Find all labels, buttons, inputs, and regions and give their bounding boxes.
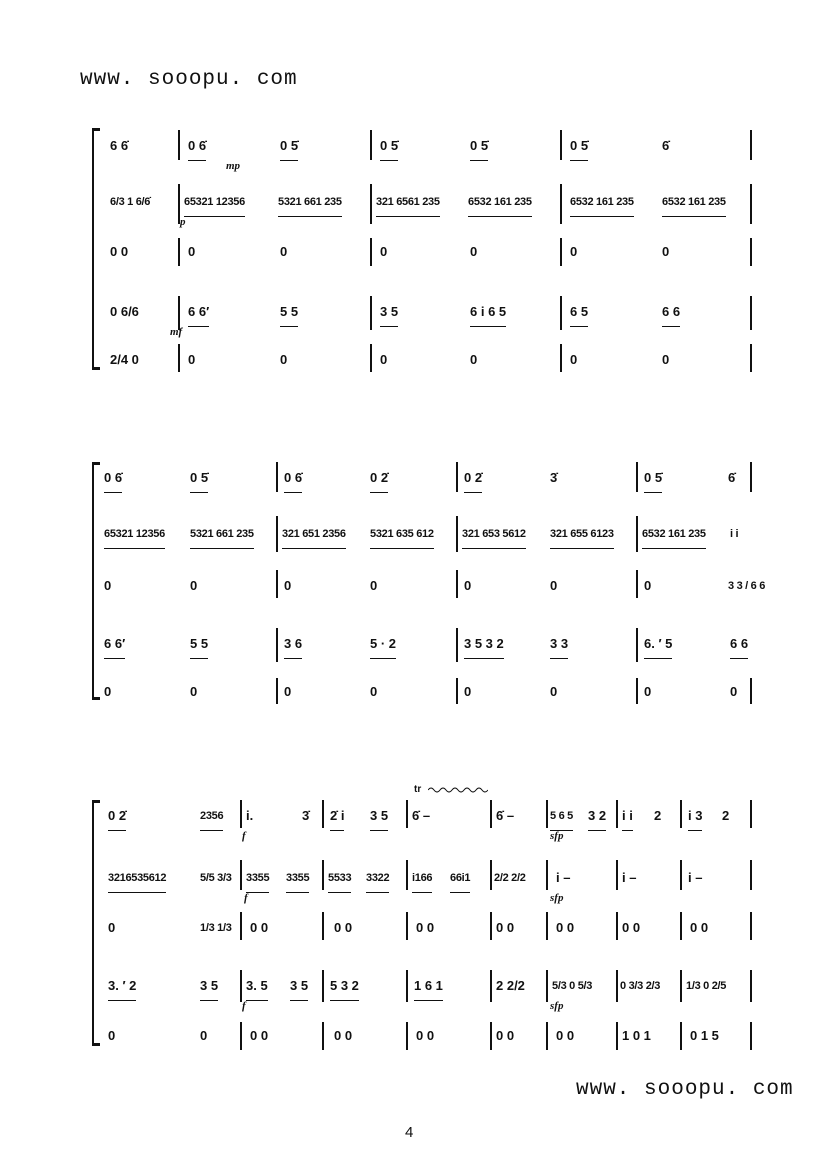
note-group: 3 5 3 2 bbox=[464, 630, 504, 659]
note-group: 3̇ bbox=[550, 470, 558, 485]
note-group: 3. 5 bbox=[246, 972, 268, 1001]
barline bbox=[456, 516, 458, 552]
note-group: 0 6̇ bbox=[104, 464, 122, 493]
note-group: 1 6 1 bbox=[414, 972, 443, 1001]
barline bbox=[616, 912, 618, 940]
bracket-top bbox=[92, 128, 100, 131]
barline bbox=[178, 296, 180, 330]
bracket-bottom bbox=[92, 697, 100, 700]
note-group: 0 bbox=[280, 352, 288, 367]
barline bbox=[636, 628, 638, 662]
barline bbox=[750, 860, 752, 890]
note-group: 321 6561 235 bbox=[376, 188, 440, 217]
note-group: 3355 bbox=[286, 864, 309, 893]
note-group: 0 5̇ bbox=[644, 464, 662, 493]
note-group: 0 0 bbox=[416, 1028, 435, 1043]
note-group: 0 bbox=[550, 684, 558, 699]
barline bbox=[546, 912, 548, 940]
note-group: 0 0 bbox=[334, 1028, 353, 1043]
barline bbox=[560, 296, 562, 330]
barline bbox=[750, 344, 752, 372]
note-group: 2̇ i bbox=[330, 802, 344, 831]
note-group: 0 bbox=[190, 578, 198, 593]
barline bbox=[560, 344, 562, 372]
note-group: 0 0 bbox=[334, 920, 353, 935]
note-group: 5 · 2 bbox=[370, 630, 396, 659]
note-group: i. bbox=[246, 808, 254, 823]
barline bbox=[546, 1022, 548, 1050]
note-group: 6 6 bbox=[730, 630, 748, 659]
note-group: 0 0 bbox=[110, 244, 129, 259]
dynamic-mark: sfp bbox=[550, 1000, 564, 1012]
barline bbox=[322, 860, 324, 890]
barline bbox=[750, 912, 752, 940]
note-group: 0 3/3 2/3 bbox=[620, 980, 661, 992]
note-group: 0 bbox=[644, 578, 652, 593]
note-group: 3355 bbox=[246, 864, 269, 893]
note-group: 1/3 1/3 bbox=[200, 922, 232, 934]
header-watermark: www. sooopu. com bbox=[80, 68, 298, 91]
barline bbox=[370, 296, 372, 330]
note-group: 3 3 / 6 6 bbox=[728, 580, 766, 592]
note-group: 6532 161 235 bbox=[468, 188, 532, 217]
note-group: 321 655 6123 bbox=[550, 520, 614, 549]
note-group: 6532 161 235 bbox=[570, 188, 634, 217]
barline bbox=[636, 516, 638, 552]
note-group: 6532 161 235 bbox=[662, 188, 726, 217]
note-group: 6̇ bbox=[728, 470, 736, 485]
note-group: 5/5 3/3 bbox=[200, 872, 232, 884]
note-group: 2356 bbox=[200, 802, 223, 831]
barline bbox=[636, 462, 638, 492]
note-group: 0 bbox=[464, 578, 472, 593]
note-group: 0 0 bbox=[496, 1028, 515, 1043]
note-group: 0 5̇ bbox=[280, 132, 298, 161]
note-group: 2/4 0 bbox=[110, 352, 139, 367]
barline bbox=[750, 184, 752, 224]
note-group: 0 bbox=[730, 684, 738, 699]
note-group: 0 0 bbox=[622, 920, 641, 935]
barline bbox=[616, 970, 618, 1002]
note-group: 0 bbox=[644, 684, 652, 699]
note-group: 0 bbox=[108, 920, 116, 935]
note-group: 0 bbox=[464, 684, 472, 699]
barline bbox=[370, 184, 372, 224]
note-group: 5/3 0 5/3 bbox=[552, 980, 593, 992]
note-group: 6̇ – bbox=[496, 808, 515, 823]
dynamic-mark: f bbox=[242, 830, 246, 842]
barline bbox=[456, 678, 458, 704]
note-group: 6 6′ bbox=[104, 630, 125, 659]
note-group: 0 bbox=[380, 352, 388, 367]
note-group: 0 0 bbox=[556, 1028, 575, 1043]
footer-watermark: www. sooopu. com bbox=[576, 1078, 794, 1101]
bracket-top bbox=[92, 462, 100, 465]
note-group: 0 bbox=[380, 244, 388, 259]
barline bbox=[680, 800, 682, 828]
barline bbox=[178, 344, 180, 372]
note-group: 3216535612 bbox=[108, 864, 166, 893]
barline bbox=[322, 800, 324, 828]
note-group: 0 bbox=[470, 352, 478, 367]
note-group: 321 653 5612 bbox=[462, 520, 526, 549]
note-group: 0 bbox=[104, 578, 112, 593]
barline bbox=[680, 912, 682, 940]
note-group: 0 bbox=[662, 244, 670, 259]
barline bbox=[276, 570, 278, 598]
barline bbox=[546, 800, 548, 828]
note-group: 0 bbox=[280, 244, 288, 259]
note-group: i – bbox=[622, 870, 637, 885]
note-group: 0 5̇ bbox=[190, 464, 208, 493]
trill-mark: tr bbox=[414, 784, 422, 795]
barline bbox=[370, 238, 372, 266]
barline bbox=[240, 800, 242, 828]
bracket-bottom bbox=[92, 367, 100, 370]
barline bbox=[406, 970, 408, 1002]
note-group: 2 2/2 bbox=[496, 978, 525, 993]
note-group: i 3 bbox=[688, 802, 702, 831]
note-group: 5 3 2 bbox=[330, 972, 359, 1001]
barline bbox=[370, 130, 372, 160]
note-group: 6 6̇ bbox=[110, 138, 129, 153]
note-group: i – bbox=[688, 870, 703, 885]
note-group: 0 bbox=[370, 578, 378, 593]
barline bbox=[750, 800, 752, 828]
note-group: 0 bbox=[662, 352, 670, 367]
barline bbox=[616, 800, 618, 828]
note-group: 2/2 2/2 bbox=[494, 872, 526, 884]
note-group: 6532 161 235 bbox=[642, 520, 706, 549]
note-group: 0 2̇ bbox=[370, 464, 388, 493]
note-group: 5 6 5 bbox=[550, 802, 573, 831]
note-group: 0 bbox=[108, 1028, 116, 1043]
note-group: 0 0 bbox=[690, 920, 709, 935]
note-group: 6 5 bbox=[570, 298, 588, 327]
note-group: 6 i 6 5 bbox=[470, 298, 506, 327]
note-group: 0 bbox=[550, 578, 558, 593]
barline bbox=[276, 516, 278, 552]
note-group: 0 bbox=[200, 1028, 208, 1043]
note-group: 5321 635 612 bbox=[370, 520, 434, 549]
system-bracket bbox=[92, 800, 94, 1046]
note-group: 0 6/6 bbox=[110, 304, 139, 319]
note-group: 6 6′ bbox=[188, 298, 209, 327]
note-group: 3 5 bbox=[380, 298, 398, 327]
note-group: 3 5 bbox=[200, 972, 218, 1001]
note-group: 6/3 1 6/6̇ bbox=[110, 196, 151, 208]
dynamic-mark: mp bbox=[226, 160, 241, 172]
note-group: 3̇ bbox=[302, 808, 310, 823]
barline bbox=[750, 462, 752, 492]
dynamic-mark: f bbox=[244, 892, 248, 904]
note-group: 6 6 bbox=[662, 298, 680, 327]
barline bbox=[546, 970, 548, 1002]
barline bbox=[456, 570, 458, 598]
note-group: 0 bbox=[284, 578, 292, 593]
note-group: 2 bbox=[722, 808, 730, 823]
barline bbox=[750, 130, 752, 160]
barline bbox=[636, 678, 638, 704]
barline bbox=[370, 344, 372, 372]
barline bbox=[240, 1022, 242, 1050]
barline bbox=[750, 238, 752, 266]
dynamic-mark: p bbox=[180, 216, 186, 228]
note-group: 6. ′ 5 bbox=[644, 630, 672, 659]
bracket-bottom bbox=[92, 1043, 100, 1046]
barline bbox=[178, 238, 180, 266]
barline bbox=[322, 912, 324, 940]
barline bbox=[750, 296, 752, 330]
note-group: 0 6̇ bbox=[188, 132, 206, 161]
barline bbox=[406, 800, 408, 828]
barline bbox=[178, 130, 180, 160]
barline bbox=[406, 1022, 408, 1050]
note-group: 0 bbox=[370, 684, 378, 699]
note-group: 0 bbox=[190, 684, 198, 699]
note-group: 0 2̇ bbox=[464, 464, 482, 493]
barline bbox=[322, 1022, 324, 1050]
note-group: 65321 12356 bbox=[104, 520, 165, 549]
note-group: 0 bbox=[188, 352, 196, 367]
barline bbox=[636, 570, 638, 598]
note-group: 66i1 bbox=[450, 864, 470, 893]
barline bbox=[750, 1022, 752, 1050]
note-group: 0 0 bbox=[416, 920, 435, 935]
note-group: i166 bbox=[412, 864, 432, 893]
note-group: 0 0 bbox=[496, 920, 515, 935]
barline bbox=[490, 912, 492, 940]
note-group: 3 6 bbox=[284, 630, 302, 659]
dynamic-mark: sfp bbox=[550, 830, 564, 842]
note-group: 2 bbox=[654, 808, 662, 823]
note-group: 3 5 bbox=[370, 802, 388, 831]
note-group: 5321 661 235 bbox=[278, 188, 342, 217]
barline bbox=[276, 462, 278, 492]
note-group: 0 5̇ bbox=[570, 132, 588, 161]
note-group: 3 3 bbox=[550, 630, 568, 659]
note-group: 0 bbox=[284, 684, 292, 699]
barline bbox=[456, 462, 458, 492]
note-group: 0 5̇ bbox=[470, 132, 488, 161]
dynamic-mark: mf bbox=[170, 326, 183, 338]
barline bbox=[490, 970, 492, 1002]
barline bbox=[560, 184, 562, 224]
barline bbox=[276, 628, 278, 662]
note-group: 0 bbox=[570, 352, 578, 367]
note-group: 1/3 0 2/5 bbox=[686, 980, 727, 992]
barline bbox=[616, 1022, 618, 1050]
note-group: 0 bbox=[570, 244, 578, 259]
barline bbox=[240, 860, 242, 890]
note-group: 5 5 bbox=[280, 298, 298, 327]
barline bbox=[750, 678, 752, 704]
note-group: i i bbox=[730, 528, 739, 540]
note-group: 0 0 bbox=[250, 1028, 269, 1043]
note-group: 0 2̇ bbox=[108, 802, 126, 831]
note-group: 5 5 bbox=[190, 630, 208, 659]
note-group: 0 1 5 bbox=[690, 1028, 719, 1043]
note-group: 0 5̇ bbox=[380, 132, 398, 161]
barline bbox=[560, 238, 562, 266]
note-group: 3 5 bbox=[290, 972, 308, 1001]
system-bracket bbox=[92, 462, 94, 700]
note-group: 6̇ – bbox=[412, 808, 431, 823]
barline bbox=[490, 860, 492, 890]
barline bbox=[750, 970, 752, 1002]
barline bbox=[406, 912, 408, 940]
note-group: 5533 bbox=[328, 864, 351, 893]
note-group: 0 6̇ bbox=[284, 464, 302, 493]
note-group: 0 bbox=[470, 244, 478, 259]
trill-wave bbox=[428, 786, 488, 794]
barline bbox=[490, 1022, 492, 1050]
barline bbox=[276, 678, 278, 704]
system-bracket bbox=[92, 128, 94, 370]
note-group: 321 651 2356 bbox=[282, 520, 346, 549]
barline bbox=[490, 800, 492, 828]
note-group: 0 0 bbox=[556, 920, 575, 935]
note-group: 0 0 bbox=[250, 920, 269, 935]
note-group: 3 2 bbox=[588, 802, 606, 831]
dynamic-mark: f bbox=[242, 1000, 246, 1012]
dynamic-mark: sfp bbox=[550, 892, 564, 904]
page-number: 4 bbox=[405, 1124, 414, 1141]
note-group: 0 bbox=[104, 684, 112, 699]
barline bbox=[456, 628, 458, 662]
note-group: 3322 bbox=[366, 864, 389, 893]
note-group: 0 bbox=[188, 244, 196, 259]
barline bbox=[406, 860, 408, 890]
barline bbox=[240, 912, 242, 940]
barline bbox=[560, 130, 562, 160]
note-group: 3. ′ 2 bbox=[108, 972, 136, 1001]
note-group: 6̇ bbox=[662, 138, 670, 153]
barline bbox=[240, 970, 242, 1002]
barline bbox=[616, 860, 618, 890]
barline bbox=[680, 860, 682, 890]
note-group: i i bbox=[622, 802, 633, 831]
note-group: 65321 12356 bbox=[184, 188, 245, 217]
note-group: 1 0 1 bbox=[622, 1028, 651, 1043]
barline bbox=[680, 1022, 682, 1050]
barline bbox=[546, 860, 548, 890]
note-group: 5321 661 235 bbox=[190, 520, 254, 549]
bracket-top bbox=[92, 800, 100, 803]
note-group: i – bbox=[556, 870, 571, 885]
barline bbox=[680, 970, 682, 1002]
barline bbox=[322, 970, 324, 1002]
